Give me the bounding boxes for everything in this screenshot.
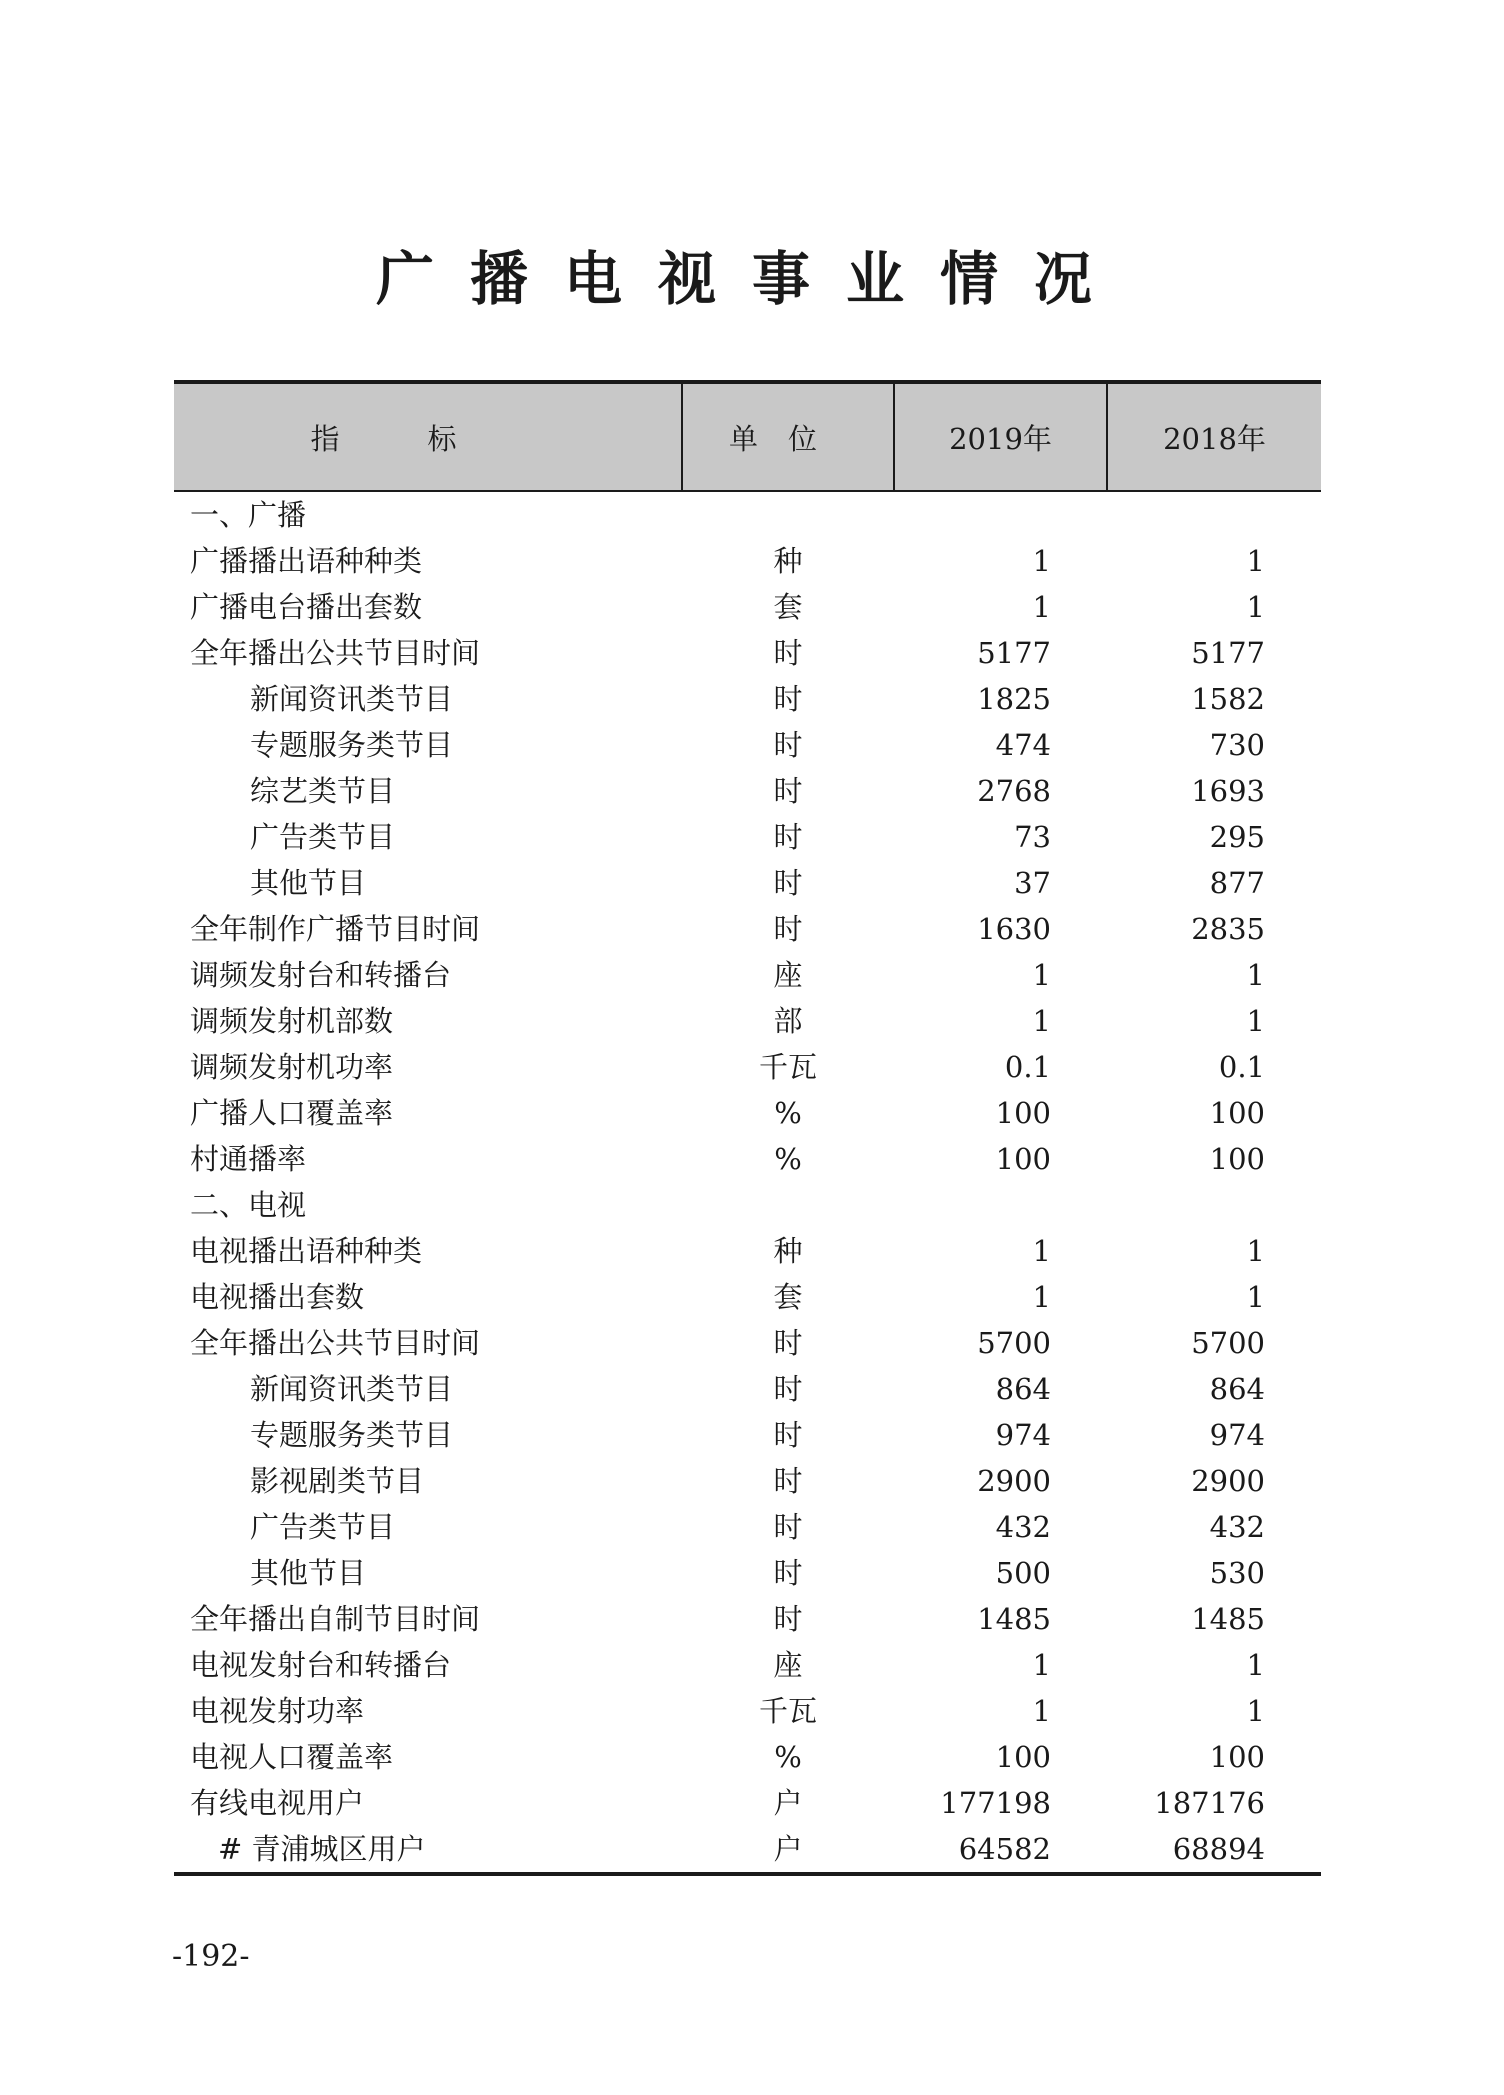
row-2019: 1 bbox=[1032, 1694, 1051, 1728]
row-2019: 1 bbox=[1032, 544, 1051, 578]
row-unit: % bbox=[774, 1142, 802, 1176]
row-name: 电视播出套数 bbox=[190, 1280, 365, 1314]
row-2019: 2768 bbox=[977, 774, 1051, 808]
row-name: 广播人口覆盖率 bbox=[190, 1096, 394, 1130]
table-row bbox=[174, 584, 1321, 630]
row-2019: 1 bbox=[1032, 1280, 1051, 1314]
row-name: 一、广播 bbox=[190, 498, 307, 532]
row-name: 广告类节目 bbox=[250, 1510, 396, 1544]
table-header-row bbox=[174, 382, 1321, 491]
header-year-2019: 2019年 bbox=[894, 382, 1107, 491]
row-unit: 户 bbox=[773, 1786, 803, 1820]
row-unit: 千瓦 bbox=[758, 1694, 817, 1728]
table-row bbox=[174, 1642, 1321, 1688]
row-2018: 530 bbox=[1209, 1556, 1265, 1590]
row-2019: 1 bbox=[1032, 590, 1051, 624]
row-2019: 1 bbox=[1032, 1004, 1051, 1038]
row-unit: 时 bbox=[773, 866, 803, 900]
row-2018: 187176 bbox=[1154, 1786, 1265, 1820]
row-unit: 时 bbox=[773, 820, 803, 854]
row-unit: 时 bbox=[773, 728, 803, 762]
header-unit: 单位 bbox=[682, 382, 894, 491]
row-2019: 474 bbox=[995, 728, 1051, 762]
table-row bbox=[174, 1274, 1321, 1320]
row-2018: 68894 bbox=[1172, 1832, 1265, 1866]
row-name: # 青浦城区用户 bbox=[218, 1832, 426, 1866]
header-year-2018: 2018年 bbox=[1107, 382, 1321, 491]
table-row bbox=[174, 768, 1321, 814]
table-row bbox=[174, 906, 1321, 952]
row-name: 调频发射机部数 bbox=[190, 1004, 394, 1038]
row-2018: 1 bbox=[1246, 958, 1265, 992]
row-2019: 1630 bbox=[977, 912, 1051, 946]
row-unit: 时 bbox=[773, 1510, 803, 1544]
row-name: 调频发射台和转播台 bbox=[190, 958, 452, 992]
row-2019: 1 bbox=[1032, 1234, 1051, 1268]
table-row bbox=[174, 1136, 1321, 1182]
table-row bbox=[174, 1550, 1321, 1596]
table-row bbox=[174, 952, 1321, 998]
row-name: 广播播出语种种类 bbox=[190, 544, 423, 578]
row-name: 二、电视 bbox=[190, 1188, 307, 1222]
row-unit: 时 bbox=[773, 1464, 803, 1498]
row-name: 全年播出公共节目时间 bbox=[190, 636, 481, 670]
row-2019: 100 bbox=[995, 1740, 1051, 1774]
row-2019: 5700 bbox=[977, 1326, 1051, 1360]
page-title: 广播电视事业情况 bbox=[375, 245, 1128, 313]
row-2019: 864 bbox=[995, 1372, 1051, 1406]
table-row bbox=[174, 1596, 1321, 1642]
row-2019: 2900 bbox=[977, 1464, 1051, 1498]
row-unit bbox=[682, 491, 894, 538]
row-name: 广告类节目 bbox=[250, 820, 396, 854]
row-name: 影视剧类节目 bbox=[250, 1464, 425, 1498]
table-row bbox=[174, 1044, 1321, 1090]
row-2019: 1485 bbox=[977, 1602, 1051, 1636]
row-2018: 864 bbox=[1209, 1372, 1265, 1406]
table-row bbox=[174, 1228, 1321, 1274]
row-name: 调频发射机功率 bbox=[190, 1050, 394, 1084]
page-number: -192- bbox=[172, 1939, 250, 1974]
row-name: 专题服务类节目 bbox=[250, 728, 454, 762]
row-unit: % bbox=[774, 1096, 802, 1130]
row-name: 全年播出公共节目时间 bbox=[190, 1326, 481, 1360]
table-row bbox=[174, 1504, 1321, 1550]
row-2018: 100 bbox=[1209, 1142, 1265, 1176]
row-unit: 千瓦 bbox=[758, 1050, 817, 1084]
row-unit: 时 bbox=[773, 1602, 803, 1636]
table-row bbox=[174, 1458, 1321, 1504]
row-unit bbox=[682, 1182, 894, 1228]
table-row bbox=[174, 1320, 1321, 1366]
row-name: 新闻资讯类节目 bbox=[250, 1372, 454, 1406]
row-name: 其他节目 bbox=[250, 1556, 367, 1590]
row-name: 全年播出自制节目时间 bbox=[190, 1602, 481, 1636]
row-2019: 1 bbox=[1032, 1648, 1051, 1682]
row-2019: 0.1 bbox=[1004, 1050, 1051, 1084]
row-name: 电视人口覆盖率 bbox=[190, 1740, 394, 1774]
row-2018: 1 bbox=[1246, 1648, 1265, 1682]
row-unit: 部 bbox=[773, 1004, 803, 1038]
table-row bbox=[174, 1780, 1321, 1826]
table-row bbox=[174, 630, 1321, 676]
row-2018: 1 bbox=[1246, 1280, 1265, 1314]
row-2018: 432 bbox=[1209, 1510, 1265, 1544]
row-unit: 时 bbox=[773, 1326, 803, 1360]
row-2018: 1485 bbox=[1191, 1602, 1265, 1636]
row-name: 全年制作广播节目时间 bbox=[190, 912, 481, 946]
table-row bbox=[174, 860, 1321, 906]
row-2018: 5700 bbox=[1191, 1326, 1265, 1360]
row-name: 电视发射台和转播台 bbox=[190, 1648, 452, 1682]
row-2019: 1 bbox=[1032, 958, 1051, 992]
row-2019: 500 bbox=[995, 1556, 1051, 1590]
row-2019: 64582 bbox=[958, 1832, 1051, 1866]
row-2019: 100 bbox=[995, 1096, 1051, 1130]
row-2019: 37 bbox=[1014, 866, 1051, 900]
row-name: 新闻资讯类节目 bbox=[250, 682, 454, 716]
row-unit: 套 bbox=[773, 1280, 803, 1314]
row-name: 有线电视用户 bbox=[190, 1786, 365, 1820]
row-2018: 2835 bbox=[1191, 912, 1265, 946]
table-row bbox=[174, 1366, 1321, 1412]
row-2018: 1 bbox=[1246, 590, 1265, 624]
table-row bbox=[174, 1734, 1321, 1780]
row-name: 其他节目 bbox=[250, 866, 367, 900]
table-row bbox=[174, 998, 1321, 1044]
row-2018: 2900 bbox=[1191, 1464, 1265, 1498]
row-2019: 1825 bbox=[977, 682, 1051, 716]
table-row bbox=[174, 814, 1321, 860]
row-2018: 5177 bbox=[1191, 636, 1265, 670]
row-2018: 877 bbox=[1209, 866, 1265, 900]
row-unit: 套 bbox=[773, 590, 803, 624]
row-2019: 5177 bbox=[977, 636, 1051, 670]
row-2019 bbox=[894, 491, 1107, 538]
header-indicator: 指标 bbox=[174, 382, 682, 491]
row-unit: 时 bbox=[773, 912, 803, 946]
table-row bbox=[174, 1826, 1321, 1874]
row-2018: 1 bbox=[1246, 1234, 1265, 1268]
row-2019 bbox=[894, 1182, 1107, 1228]
row-2018 bbox=[1107, 1182, 1321, 1228]
row-2018: 974 bbox=[1209, 1418, 1265, 1452]
row-2018: 100 bbox=[1209, 1096, 1265, 1130]
row-2019: 974 bbox=[995, 1418, 1051, 1452]
row-2019: 100 bbox=[995, 1142, 1051, 1176]
table-row bbox=[174, 1090, 1321, 1136]
row-unit: 座 bbox=[773, 1648, 803, 1682]
row-name: 广播电台播出套数 bbox=[190, 590, 423, 624]
row-2018: 1582 bbox=[1191, 682, 1265, 716]
section-row bbox=[174, 491, 1321, 538]
table-row bbox=[174, 1412, 1321, 1458]
row-name: 村通播率 bbox=[190, 1142, 307, 1176]
row-2018: 1 bbox=[1246, 1694, 1265, 1728]
row-unit: 时 bbox=[773, 1556, 803, 1590]
table-row bbox=[174, 538, 1321, 584]
row-unit: 时 bbox=[773, 774, 803, 808]
row-2018: 1693 bbox=[1191, 774, 1265, 808]
row-unit: 时 bbox=[773, 636, 803, 670]
row-2019: 177198 bbox=[940, 1786, 1051, 1820]
row-unit: % bbox=[774, 1740, 802, 1774]
row-2018: 1 bbox=[1246, 1004, 1265, 1038]
row-2018: 1 bbox=[1246, 544, 1265, 578]
row-2018: 295 bbox=[1209, 820, 1265, 854]
section-row bbox=[174, 1182, 1321, 1228]
row-2018 bbox=[1107, 491, 1321, 538]
row-2018: 0.1 bbox=[1218, 1050, 1265, 1084]
row-2019: 73 bbox=[1014, 820, 1051, 854]
row-name: 综艺类节目 bbox=[250, 774, 396, 808]
row-unit: 时 bbox=[773, 1372, 803, 1406]
row-unit: 种 bbox=[773, 1234, 803, 1268]
row-name: 电视发射功率 bbox=[190, 1694, 365, 1728]
row-unit: 户 bbox=[773, 1832, 803, 1866]
row-unit: 种 bbox=[773, 544, 803, 578]
row-2019: 432 bbox=[995, 1510, 1051, 1544]
table-row bbox=[174, 676, 1321, 722]
row-2018: 100 bbox=[1209, 1740, 1265, 1774]
row-unit: 时 bbox=[773, 1418, 803, 1452]
broadcast-tv-table bbox=[174, 380, 1321, 1876]
table-row bbox=[174, 1688, 1321, 1734]
row-2018: 730 bbox=[1209, 728, 1265, 762]
row-unit: 座 bbox=[773, 958, 803, 992]
row-unit: 时 bbox=[773, 682, 803, 716]
row-name: 电视播出语种种类 bbox=[190, 1234, 423, 1268]
table-row bbox=[174, 722, 1321, 768]
row-name: 专题服务类节目 bbox=[250, 1418, 454, 1452]
